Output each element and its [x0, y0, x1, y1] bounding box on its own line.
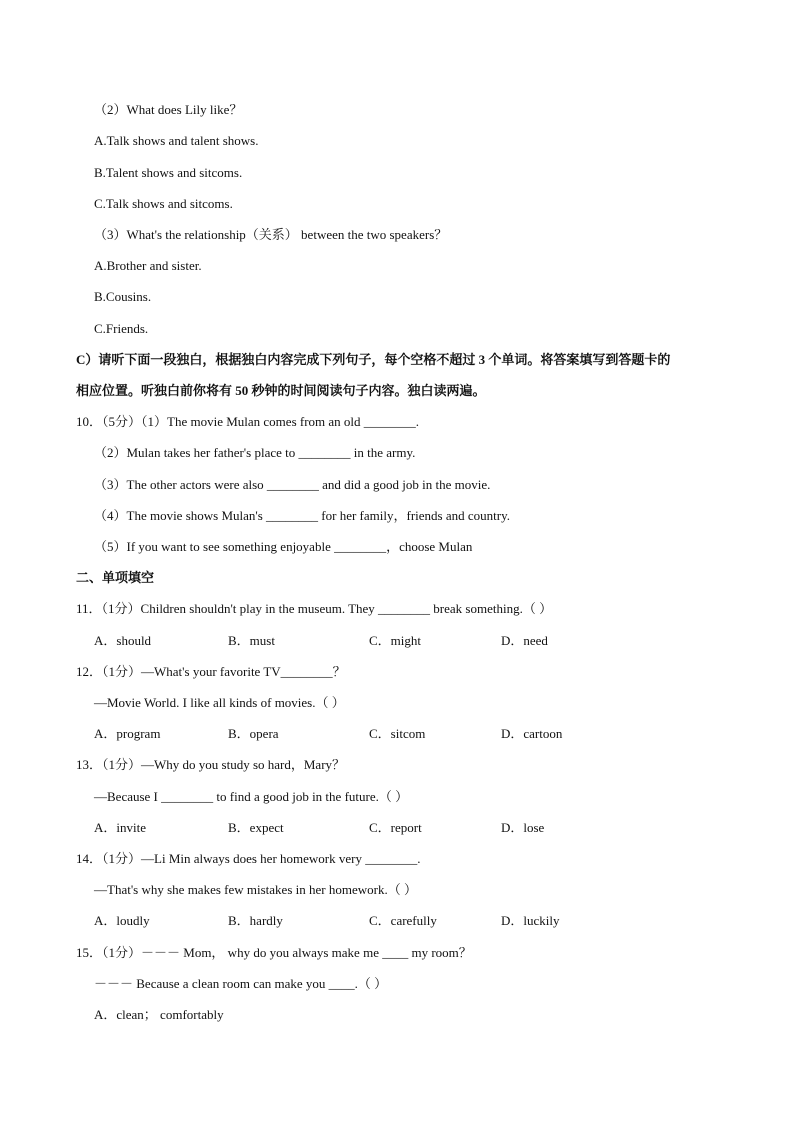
q3-stem: （3）What's the relationship（关系） between the two speakers？ [94, 227, 448, 242]
q14-option-d: D．luckily [501, 913, 560, 928]
q11-stem: Children shouldn't play in the museum. They ________ break something.（ ） [140, 601, 553, 616]
q14-option-c: C．carefully [369, 913, 437, 928]
q13-option-a: A．invite [94, 820, 146, 835]
q13-option-d: D．lose [501, 820, 545, 835]
part-c-instruction-line1: C）请听下面一段独白，根据独白内容完成下列句子，每个空格不超过 3 个单词。将答案填写到答题卡的 [76, 352, 671, 367]
q11-option-b: B．must [228, 633, 275, 648]
q15-line2: －－－ Because a clean room can make you ____.（ ） [94, 976, 388, 991]
q3-option-c: C.Friends. [94, 321, 149, 336]
section-two-title: 二、单项填空 [76, 570, 155, 585]
q10-item-3: （3）The other actors were also ________ and did a good job in the movie. [94, 477, 491, 492]
q12-option-d: D．cartoon [501, 726, 563, 741]
q2-option-c: C.Talk shows and sitcoms. [94, 196, 233, 211]
q15-line1 [76, 945, 472, 961]
q14-option-b: B．hardly [228, 913, 283, 928]
q3-option-b: B.Cousins. [94, 289, 152, 304]
q10-number: 10．（5分） [76, 414, 142, 429]
q2-stem: （2）What does Lily like？ [94, 102, 243, 117]
q15-number: 15．（1分） [76, 945, 142, 960]
q15-option-a: A．clean； comfortably [94, 1007, 224, 1022]
q10-item-1: （1）The movie Mulan comes from an old ________. [141, 414, 420, 429]
q12-line1 [76, 664, 346, 680]
q10-item-2: （2）Mulan takes her father's place to ________ in the army. [94, 445, 416, 460]
q13-option-c: C．report [369, 820, 422, 835]
q11-option-a: A．should [94, 633, 152, 648]
q13-line2: —Because I ________ to find a good job in the future.（ ） [94, 789, 409, 804]
q14-number: 14．（1分） [76, 851, 142, 866]
q12-option-a: A．program [94, 726, 161, 741]
q2-option-a: A.Talk shows and talent shows. [94, 133, 259, 148]
q14-stem: —Li Min always does her homework very ________. [141, 851, 421, 866]
q10-line1 [76, 414, 419, 430]
q12-option-c: C．sitcom [369, 726, 426, 741]
q13-option-b: B．expect [228, 820, 284, 835]
q11-option-d: D．need [501, 633, 548, 648]
q10-item-4: （4）The movie shows Mulan's ________ for her family，friends and country. [94, 508, 510, 523]
q14-line1 [76, 851, 420, 867]
q11-number: 11．（1分） [76, 601, 141, 616]
q12-number: 12．（1分） [76, 664, 142, 679]
q11-line1 [76, 601, 552, 617]
q10-item-5: （5）If you want to see something enjoyable ________，choose Mulan [94, 539, 473, 554]
q13-line1 [76, 757, 345, 773]
q14-line2: —That's why she makes few mistakes in her homework.（ ） [94, 882, 417, 897]
q13-number: 13．（1分） [76, 757, 142, 772]
q11-option-c: C．might [369, 633, 422, 648]
q13-stem: —Why do you study so hard，Mary？ [141, 757, 346, 772]
q12-option-b: B．opera [228, 726, 279, 741]
q15-stem: －－－ Mom， why do you always make me ____ my room？ [141, 945, 472, 960]
q12-stem: —What's your favorite TV________？ [141, 664, 346, 679]
q12-line2: —Movie World. I like all kinds of movies.（ ） [94, 695, 345, 710]
q2-option-b: B.Talent shows and sitcoms. [94, 165, 243, 180]
q14-option-a: A．loudly [94, 913, 150, 928]
part-c-instruction-line2: 相应位置。听独白前你将有 50 秒钟的时间阅读句子内容。独白读两遍。 [76, 383, 486, 398]
q3-option-a: A.Brother and sister. [94, 258, 202, 273]
